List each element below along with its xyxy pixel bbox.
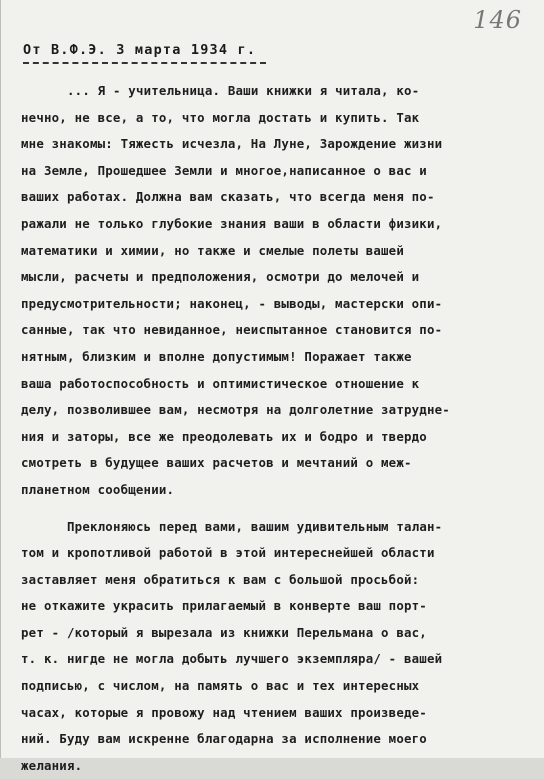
header-underline: [23, 62, 266, 64]
text-line: на Земле, Прошедшее Земли и многое,написанное о вас и: [21, 162, 427, 178]
text-line: рет - /который я вырезала из книжки Перельмана о вас,: [21, 624, 427, 640]
text-line: мне знакомы: Тяжесть исчезла, На Луне, Зарождение жизни: [21, 136, 443, 152]
text-line: смотреть в будущее ваших расчетов и мечтаний о меж-: [21, 455, 412, 471]
paragraph-gap: [21, 504, 521, 514]
text-line: желания.: [21, 757, 83, 773]
text-line: ния и заторы, все же преодолевать их и бодро и твердо: [21, 428, 427, 444]
text-line: ваша работоспособность и оптимистическое отношение к: [21, 375, 420, 391]
text-line: часах, которые я провожу над чтением ваших произведе-: [21, 704, 427, 720]
text-line: т. к. нигде не могла добыть лучшего экземпляра/ - вашей: [21, 651, 443, 667]
text-line: ражали не только глубокие знания ваши в области физики,: [21, 215, 443, 231]
text-line: ний. Буду вам искренне благодарна за исполнение моего: [21, 731, 427, 747]
text-line: том и кропотливой работой в этой интереснейшей области: [21, 545, 435, 561]
letter-body: [21, 78, 521, 779]
text-line: санные, так что невиданное, неиспытанное становится по-: [21, 322, 443, 338]
text-line: математики и химии, но также и смелые полеты вашей: [21, 242, 404, 258]
text-line: планетном сообщении.: [21, 481, 175, 497]
text-line: заставляет меня обратиться к вам с большой просьбой:: [21, 571, 420, 587]
text-line: подписью, с числом, на память о вас и тех интересных: [21, 678, 420, 694]
text-line: мысли, расчеты и предположения, осмотри до мелочей и: [21, 269, 420, 285]
text-line: делу, позволившее вам, несмотря на долголетние затрудне-: [21, 402, 450, 418]
text-line: ваших работах. Должна вам сказать, что всегда меня по-: [21, 189, 435, 205]
text-line: нечно, не все, а то, что могла достать и купить. Так: [21, 109, 420, 125]
letter-header: От В.Ф.Э. 3 марта 1934 г.: [23, 42, 257, 58]
text-line: Преклоняюсь перед вами, вашим удивительным талан-: [67, 518, 443, 534]
text-line: не откажите украсить прилагаемый в конверте ваш порт-: [21, 598, 427, 614]
text-line: предусмотрительности; наконец, - выводы, мастерски опи-: [21, 295, 443, 311]
text-line: ... Я - учительница. Ваши книжки я читала, ко-: [67, 83, 420, 98]
text-line: нятным, близким и вполне допустимым! Поражает также: [21, 348, 412, 364]
page-number: 146: [473, 6, 522, 34]
